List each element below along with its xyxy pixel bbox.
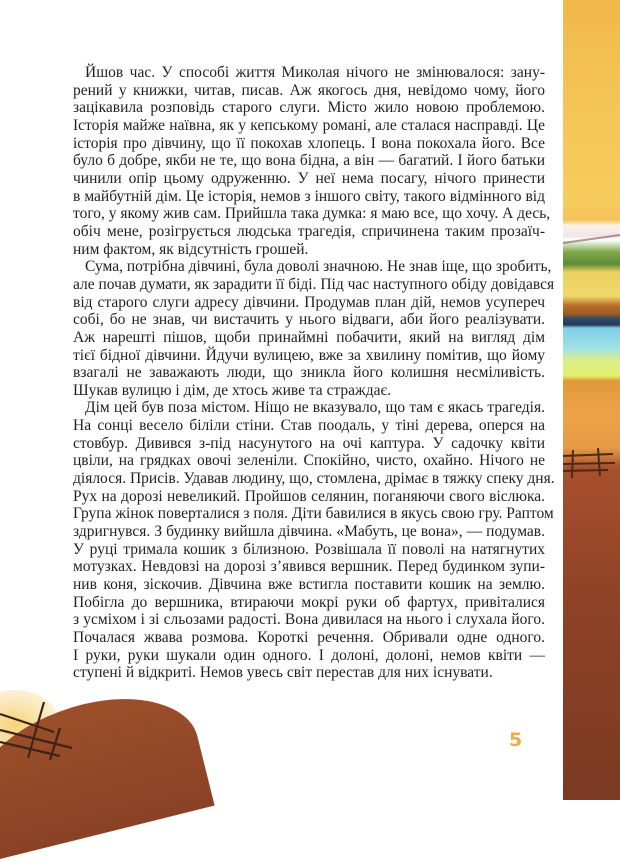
text-line: мотузках. Невдовзі на дорозі з’явився вершник. Перед будинком зупи- bbox=[73, 558, 545, 576]
text-line: але почав думати, як зарадити її біді. Під час наступного обіду довідався bbox=[73, 275, 555, 293]
text-line: того, у якому жив сам. Прийшла така думка: я маю все, що хочу. А десь, bbox=[73, 205, 551, 223]
text-line: діялося. Присів. Удавав людину, що, стомлена, дрімає в тяжку спеку дня. bbox=[73, 470, 555, 488]
text-line: Шукав вулицю і дім, де хтось живе та страждає. bbox=[73, 381, 392, 399]
text-line: ним фактом, як відсутність грошей. bbox=[73, 240, 309, 258]
text-line: У руці тримала кошик з білизною. Розвішала її поволі на натягнутих bbox=[73, 540, 545, 558]
text-line: Йшов час. У способі життя Миколая нічого не змінювалося: зану- bbox=[85, 64, 545, 81]
text-line: тієї бідної дівчини. Йдучи вулицею, вже за хвилину помітив, що йому bbox=[73, 346, 545, 364]
text-line: Рух на дорозі невеликий. Пройшов селянин, поганяючи свого віслюка. bbox=[73, 487, 545, 505]
text-line: здригнувся. З будинку вийшла дівчина. «Мабуть, це вона», — подумав. bbox=[73, 523, 545, 541]
text-line: Побігла до вершника, втираючи мокрі руки об фартух, привіталися bbox=[73, 593, 545, 611]
text-line: собі, бо не знав, чи вистачить у нього відваги, аби його реалізувати. bbox=[73, 311, 545, 329]
text-line: від старого слуги адресу дівчини. Продумав план дій, немов усупереч bbox=[73, 293, 545, 311]
paragraph bbox=[73, 258, 555, 399]
text-line: І руки, руки шукали один одного. І долоні, долоні, немов квіти — bbox=[73, 646, 545, 664]
text-line: Група жінок поверталися з поля. Діти бавилися в якусь свою гру. Раптом bbox=[73, 505, 554, 523]
paragraph bbox=[73, 399, 555, 682]
text-line: з усміхом і зі сльозами радості. Вона дивилася на нього і слухала його. bbox=[73, 611, 545, 629]
text-line: Почалася жвава розмова. Короткі речення. Обривали одне одного. bbox=[73, 629, 545, 646]
page-number: 5 bbox=[509, 729, 523, 751]
text-line: чинили опір цьому одруженню. У неї нема посагу, нічого принести bbox=[73, 169, 545, 187]
text-line: в майбутній дім. Це історія, немов з іншого світу, такого відмінного від bbox=[73, 187, 545, 205]
text-line: Аж нарешті пішов, щоби принаймні побачити, який на вигляд дім bbox=[73, 328, 545, 346]
text-line: було б добре, якби не те, що вона бідна, а він — багатий. І його батьки bbox=[73, 152, 545, 170]
tree-branch bbox=[563, 234, 620, 284]
text-line: нив коня, зіскочив. Дівчина вже встигла поставити кошик на землю. bbox=[73, 576, 545, 594]
text-line: цвіли, на грядках овочі зеленіли. Спокійно, чисто, охайно. Нічого не bbox=[73, 452, 545, 470]
fence-illustration-left bbox=[0, 700, 80, 760]
illustration-landscape-strip bbox=[563, 0, 620, 800]
text-line: обіч мене, розігрується людська трагедія, спричинена таким прозаїч- bbox=[73, 222, 545, 240]
text-line: Сума, потрібна дівчині, була доволі значною. Не знав іще, що зробить, bbox=[85, 258, 552, 276]
text-line: Історія майже наївна, як у кепському романі, але сталася насправді. Це bbox=[73, 116, 545, 134]
text-line: рений у книжки, читав, писав. Аж якогось дня, невідомо чому, його bbox=[73, 81, 545, 99]
text-line: На сонці весело біліли стіни. Став поодаль, у тіні дерева, оперся на bbox=[73, 417, 545, 435]
text-line: взагалі не заважають люди, що зникла його колишня несміливість. bbox=[73, 364, 545, 382]
text-line: історія про дівчину, що її покохав хлопець. І вона покохала його. Все bbox=[73, 134, 545, 152]
fence-illustration bbox=[563, 448, 620, 478]
text-line: ступені й відкриті. Немов увесь світ перестав для них існувати. bbox=[73, 664, 493, 682]
text-line: стовбур. Дивився з-під насунутого на очі каптура. У садочку квіти bbox=[73, 434, 545, 452]
text-line: зацікавила розповідь старого слуги. Місто жило новою проблемою. bbox=[73, 99, 545, 117]
text-line: Дім цей був поза містом. Ніщо не вказувало, що там є якась трагедія. bbox=[85, 399, 545, 417]
paragraph bbox=[73, 64, 551, 258]
body-text bbox=[73, 64, 555, 682]
